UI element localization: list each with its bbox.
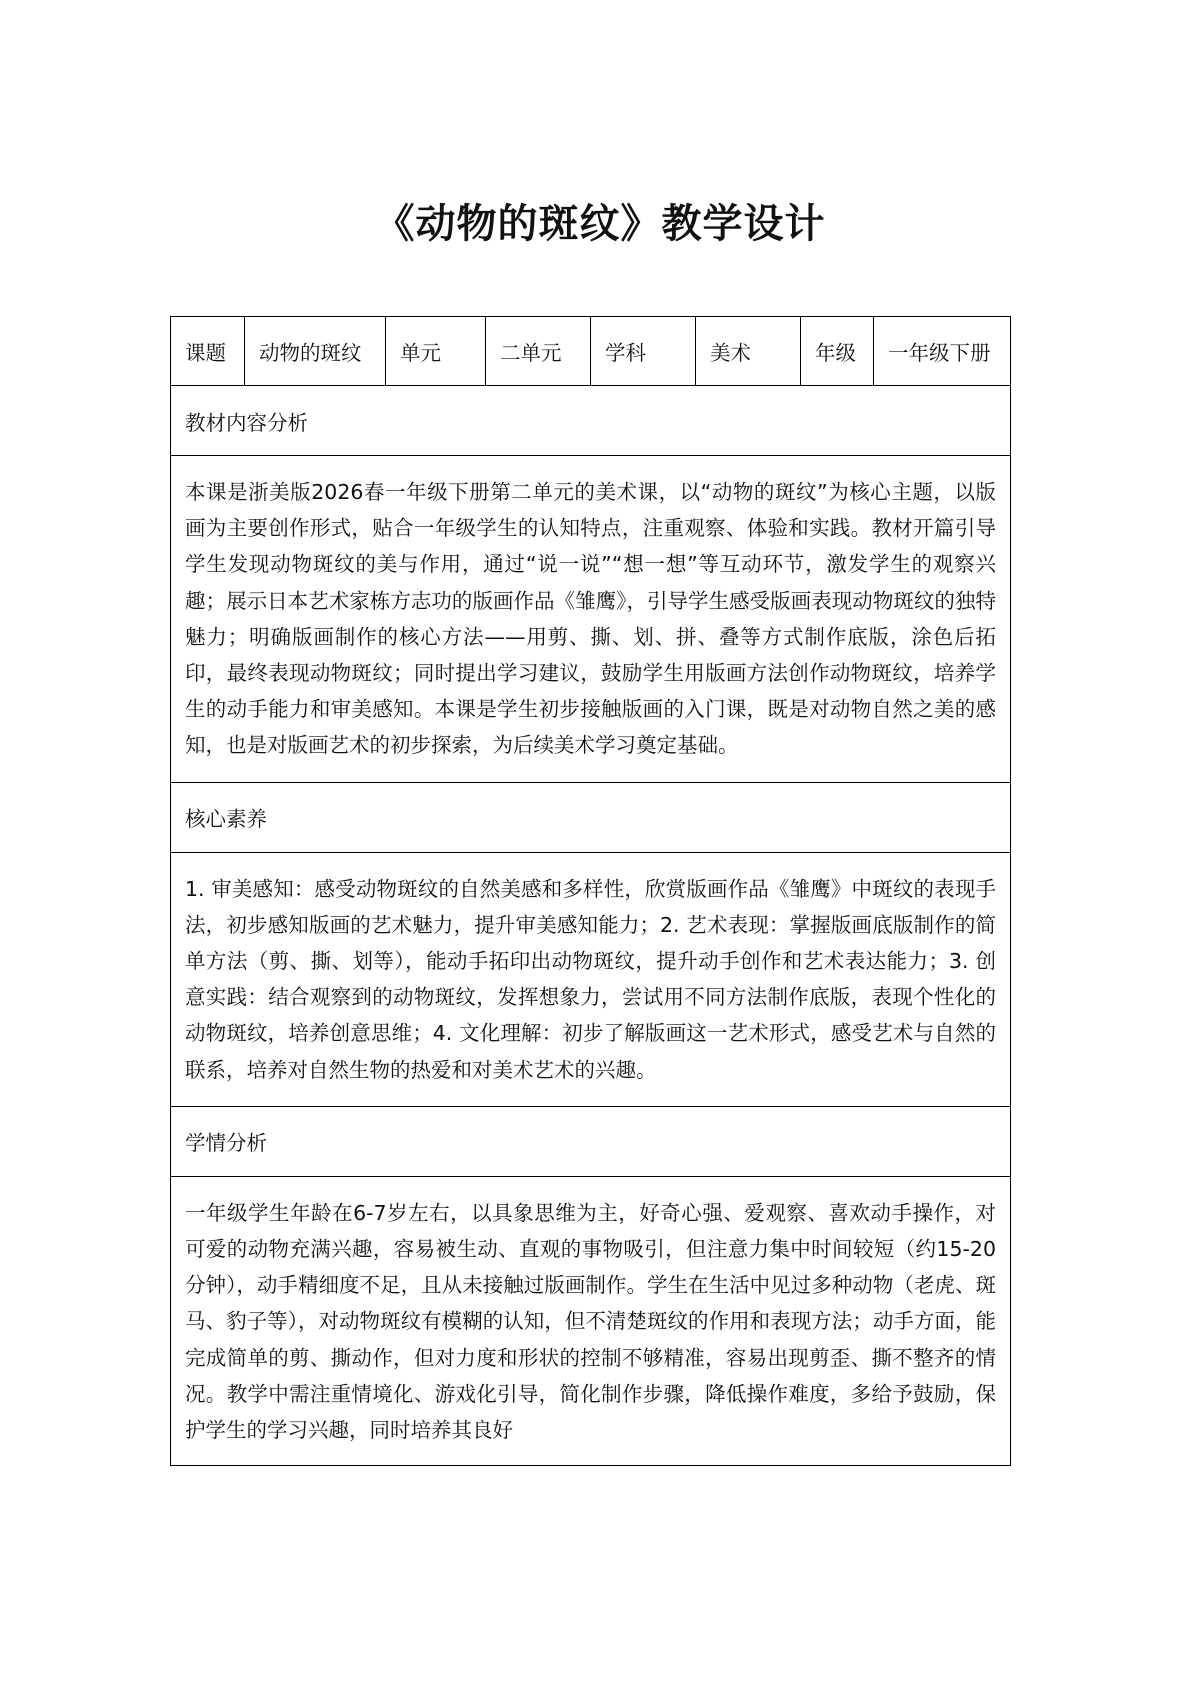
section-heading-student-analysis: 学情分析 — [171, 1106, 1011, 1176]
lesson-plan-table — [170, 316, 1011, 1466]
section-body-student-analysis-cell — [171, 1176, 1011, 1465]
section-heading-row — [171, 386, 1011, 456]
section-body-textbook-analysis: 本课是浙美版2026春一年级下册第二单元的美术课，以“动物的斑纹”为核心主题，以版画为主要创作形式，贴合一年级学生的认知特点，注重观察、体验和实践。教材开篇引导学生发现动物斑纹的美与作用，通过“说一说”“想一想”等互动环节，激发学生的观察兴趣；展示日本艺术家栋方志功的版画作品《雏鹰》，引导学生感受版画表现动物斑纹的独特魅力；明确版画制作的核心方法——用剪、撕、划、拼、叠等方式制作底版，涂色后拓印，最终表现动物斑纹；同时提出学习建议，鼓励学生用版画方法创作动物斑纹，培养学生的动手能力和审美感知。本课是学生初步接触版画的入门课，既是对动物自然之美的感知，也是对版画艺术的初步探索，为后续美术学习奠定基础。 — [171, 456, 1011, 783]
section-heading-row — [171, 1106, 1011, 1176]
section-body-core-literacy: 1. 审美感知：感受动物斑纹的自然美感和多样性，欣赏版画作品《雏鹰》中斑纹的表现手法，初步感知版画的艺术魅力，提升审美感知能力；2. 艺术表现：掌握版画底版制作的简单方法（剪、撕、划等），能动手拓印出动物斑纹，提升动手创作和艺术表达能力；3. 创意实践：结合观察到的动物斑纹，发挥想象力，尝试用不同方法制作底版，表现个性化的动物斑纹，培养创意思维；4. 文化理解：初步了解版画这一艺术形式，感受艺术与自然的联系，培养对自然生物的热爱和对美术艺术的兴趣。 — [171, 852, 1011, 1106]
subject-label: 学科 — [591, 317, 696, 386]
unit-value: 二单元 — [486, 317, 591, 386]
section-heading-textbook-analysis: 教材内容分析 — [171, 386, 1011, 456]
grade-label: 年级 — [801, 317, 874, 386]
grade-value: 一年级下册 — [874, 317, 1011, 386]
topic-label: 课题 — [171, 317, 245, 386]
section-body-row — [171, 456, 1011, 783]
section-heading-core-literacy: 核心素养 — [171, 782, 1011, 852]
section-body-row — [171, 852, 1011, 1106]
section-body-student-analysis: 一年级学生年龄在6-7岁左右，以具象思维为主，好奇心强、爱观察、喜欢动手操作，对可爱的动物充满兴趣，容易被生动、直观的事物吸引，但注意力集中时间较短（约15-20分钟），动手精细度不足，且从未接触过版画制作。学生在生活中见过多种动物（老虎、斑马、豹子等），对动物斑纹有模糊的认知，但不清楚斑纹的作用和表现方法；动手方面，能完成简单的剪、撕动作，但对力度和形状的控制不够精准，容易出现剪歪、撕不整齐的情况。教学中需注重情境化、游戏化引导，简化制作步骤，降低操作难度，多给予鼓励，保护学生的学习兴趣，同时培养其良好 — [185, 1200, 996, 1443]
topic-value: 动物的斑纹 — [245, 317, 386, 386]
section-heading-row — [171, 782, 1011, 852]
info-row — [171, 317, 1011, 386]
unit-label: 单元 — [386, 317, 486, 386]
subject-value: 美术 — [696, 317, 801, 386]
page-title: 《动物的斑纹》教学设计 — [374, 201, 826, 247]
section-body-row — [171, 1176, 1011, 1465]
